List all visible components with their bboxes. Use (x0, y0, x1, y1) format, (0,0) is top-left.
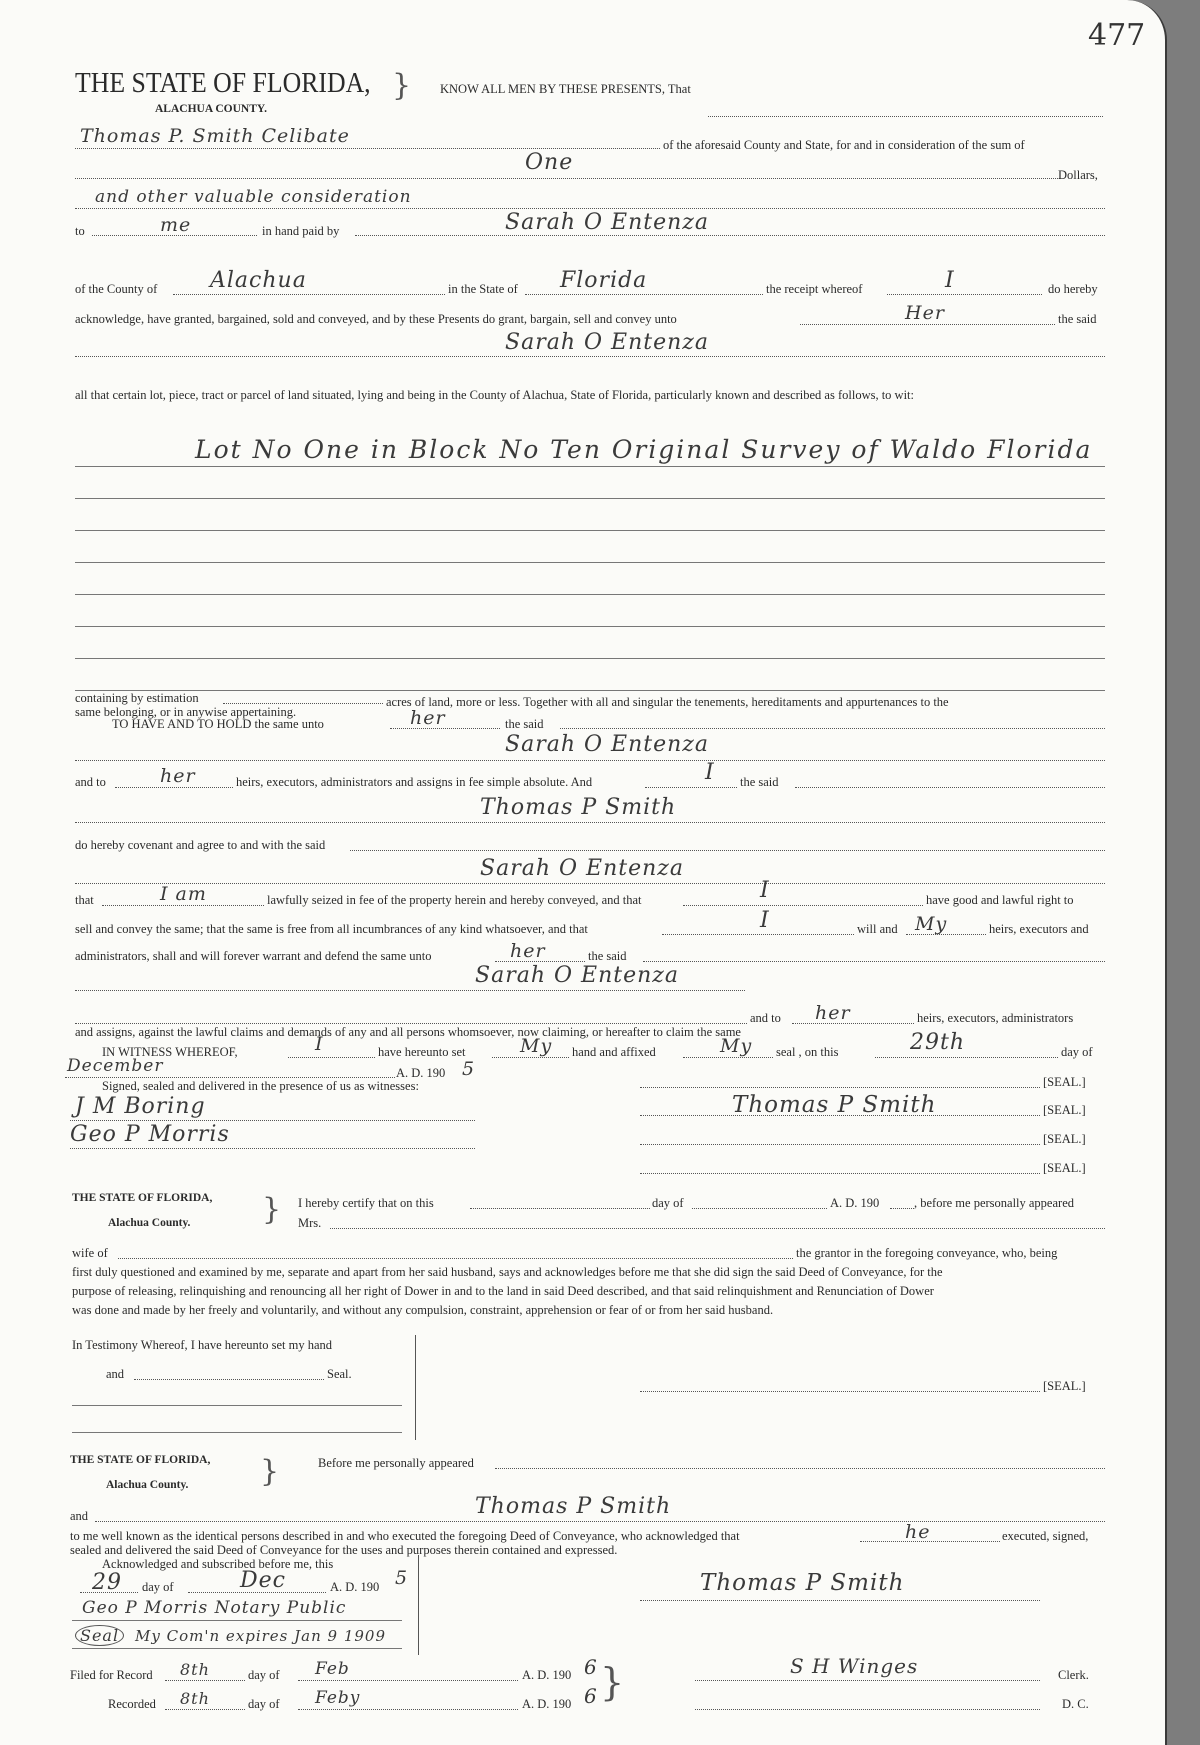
rec-day-hw: 8th (180, 1689, 210, 1708)
receipt-whereof: the receipt whereof (766, 282, 863, 296)
header-brace: } (392, 68, 412, 103)
county-of-text: of the County of (75, 282, 158, 296)
ack-signature-hw: Thomas P Smith (700, 1570, 905, 1596)
rec-year-hw: 6 (584, 1684, 598, 1708)
receipt-hw: I (945, 268, 955, 293)
have-good: have good and lawful right to (926, 893, 1074, 907)
to-have-text: TO HAVE AND TO HOLD the same unto (112, 717, 324, 731)
lawfully-line: lawfully seized in fee of the property herein and hereby conveyed, and that (267, 893, 642, 907)
know-all-men: KNOW ALL MEN BY THESE PRESENTS, That (440, 82, 691, 96)
hand-affixed: hand and affixed (572, 1045, 656, 1059)
ack-brace: } (260, 1454, 280, 1489)
have-hereunto: have hereunto set (378, 1045, 466, 1059)
grantor2-hw: Thomas P Smith (480, 795, 677, 820)
heirs-exec: heirs, executors and (989, 922, 1089, 936)
and-to-text: and to (75, 775, 106, 789)
the-said-2: the said (505, 717, 544, 731)
description-hw: Lot No One in Block No Ten Original Survey of Waldo Florida (195, 435, 1093, 464)
seal-2: [SEAL.] (1043, 1103, 1086, 1117)
witness1-hw: J M Boring (75, 1094, 206, 1119)
dower-before-me: , before me personally appeared (914, 1196, 1074, 1210)
state-of-text: in the State of (448, 282, 518, 296)
dower-county: Alachua County. (108, 1217, 191, 1229)
dc-text: D. C. (1062, 1697, 1089, 1711)
other-consideration-hw: and other valuable consideration (95, 187, 412, 207)
ack-executed: executed, signed, (1002, 1529, 1089, 1543)
will-and: will and (857, 922, 898, 936)
do-hereby: do hereby (1048, 282, 1098, 296)
dower-para1: first duly questioned and examined by me, separate and apart from her said husband, says and acknowledges before me that she did sign the said Deed of Conveyance, for the (72, 1265, 943, 1279)
dower-certify: I hereby certify that on this (298, 1196, 434, 1210)
header-state: THE STATE OF FLORIDA, (75, 68, 371, 99)
the-said-4: the said (588, 949, 627, 963)
dower-day-of: day of (652, 1196, 684, 1210)
seal-1: [SEAL.] (1043, 1075, 1086, 1089)
dower-ad: A. D. 190 (830, 1196, 880, 1210)
notary-hw: Geo P Morris Notary Public (82, 1598, 347, 1618)
rec-ad: A. D. 190 (522, 1697, 572, 1711)
same-belonging: same belonging, or in anywise appertaining. (75, 705, 297, 719)
grantee4-hw: Sarah O Entenza (480, 856, 684, 881)
to-have-hw: her (410, 707, 446, 729)
rec-month-hw: Feby (315, 1688, 361, 1708)
ack-state: THE STATE OF FLORIDA, (70, 1454, 211, 1466)
ack-day-of: day of (142, 1580, 174, 1594)
ad-text: A. D. 190 (396, 1066, 446, 1080)
filed-day-of: day of (248, 1668, 280, 1682)
to-hw: me (160, 214, 192, 236)
acknowledge-line: acknowledge, have granted, bargained, sold and conveyed, and by these Presents do grant, bargain, sell and convey unto (75, 312, 677, 326)
that-hw: I am (160, 883, 207, 905)
seal-on-this: seal , on this (776, 1045, 839, 1059)
ack-hw: he (905, 1521, 931, 1543)
ack-subscribed: Acknowledged and subscribed before me, this (102, 1557, 334, 1571)
dower-grantor-line: the grantor in the foregoing conveyance, who, being (796, 1246, 1058, 1260)
commission-hw: My Com'n expires Jan 9 1909 (135, 1627, 387, 1645)
grantor-hw: Thomas P. Smith Celibate (80, 125, 350, 147)
signed-sealed: Signed, sealed and delivered in the presence of us as witnesses: (102, 1079, 419, 1093)
heirs-line: heirs, executors, administrators and assigns in fee simple absolute. And (236, 775, 593, 789)
dower-and: and (106, 1367, 125, 1381)
dower-brace: } (262, 1192, 282, 1227)
grantee-hw: Sarah O Entenza (505, 210, 709, 235)
witness-hw: I (315, 1033, 324, 1055)
all-that-line: all that certain lot, piece, tract or parcel of land situated, lying and being in the County of Alachua, State of Florida, particularly known and described as follows, to wit: (75, 388, 915, 402)
sell-hw: I (760, 908, 770, 933)
recorded-text: Recorded (108, 1697, 156, 1711)
seal-3: [SEAL.] (1043, 1132, 1086, 1146)
admin-hw: her (510, 940, 546, 962)
grantee2-hw: Sarah O Entenza (505, 330, 709, 355)
covenant-line: do hereby covenant and agree to and with the said (75, 838, 326, 852)
ack-name-hw: Thomas P Smith (475, 1494, 672, 1519)
ack-ad: A. D. 190 (330, 1580, 380, 1594)
that-text: that (75, 893, 94, 907)
and-to-hw: her (160, 765, 196, 787)
state-hw: Florida (560, 268, 648, 293)
dower-seal: [SEAL.] (1043, 1379, 1086, 1393)
witness2-hw: Geo P Morris (70, 1122, 230, 1147)
dower-para3: was done and made by her freely and voluntarily, and without any compulsion, constraint, apprehension or fear of or from her said husband. (72, 1303, 774, 1317)
grantor-signature-hw: Thomas P Smith (732, 1092, 937, 1118)
containing-text: containing by estimation (75, 691, 199, 705)
filed-ad: A. D. 190 (522, 1668, 572, 1682)
sum-hw: One (525, 150, 574, 175)
and-to2-hw: her (815, 1002, 851, 1024)
to-text: to (75, 224, 85, 238)
in-hand-paid: in hand paid by (262, 224, 340, 238)
notary-seal-hw: Seal (75, 1625, 124, 1646)
the-said-3: the said (740, 775, 779, 789)
ack-and: and (70, 1509, 89, 1523)
witness-line: IN WITNESS WHEREOF, (102, 1045, 238, 1059)
dower-testimony: In Testimony Whereof, I have hereunto set my hand (72, 1338, 333, 1352)
will-hw: My (915, 913, 948, 935)
clerk-hw: S H Winges (790, 1654, 919, 1678)
aforesaid-text: of the aforesaid County and State, for and in consideration of the sum of (663, 138, 1025, 152)
and-to-2: and to (750, 1011, 781, 1025)
day-hw: 29th (910, 1030, 966, 1055)
unto-hw: Her (905, 302, 945, 324)
affixed-hw: My (720, 1035, 753, 1057)
sell-line: sell and convey the same; that the same is free from all incumbrances of any kind whatsoever, and that (75, 922, 588, 936)
day-of-text: day of (1061, 1045, 1093, 1059)
ack-county: Alachua County. (106, 1479, 189, 1491)
dower-para2: purpose of releasing, relinquishing and renouncing all her right of Dower in and to the land in said Deed described, and that said relinquishment and Renunciation of Dower (72, 1284, 934, 1298)
county-hw: Alachua (210, 268, 307, 293)
grantee5-hw: Sarah O Entenza (475, 963, 679, 988)
filed-day-hw: 8th (180, 1660, 210, 1679)
administrators-line: administrators, shall and will forever warrant and defend the same unto (75, 949, 432, 963)
filed-text: Filed for Record (70, 1668, 153, 1682)
month-hw: December (67, 1056, 164, 1076)
dower-state: THE STATE OF FLORIDA, (72, 1192, 213, 1204)
assigns-line: and assigns, against the lawful claims and demands of any and all persons whomsoever, now claiming, or hereafter to claim the same (75, 1025, 741, 1039)
heirs-exec-2: heirs, executors, administrators (917, 1011, 1074, 1025)
ack-year-hw: 5 (395, 1567, 409, 1589)
dower-wife-of: wife of (72, 1246, 108, 1260)
seal-4: [SEAL.] (1043, 1161, 1086, 1175)
ack-line2: sealed and delivered the said Deed of Conveyance for the uses and purposes therein contained and expressed. (70, 1543, 618, 1557)
grantee3-hw: Sarah O Entenza (505, 732, 709, 757)
dower-seal-word: Seal. (327, 1367, 352, 1381)
ack-day-hw: 29 (92, 1570, 122, 1595)
ack-month-hw: Dec (240, 1568, 286, 1593)
acres-line: acres of land, more or less. Together with all and singular the tenements, hereditaments and appurtenances to the (386, 695, 949, 709)
filed-month-hw: Feb (315, 1659, 350, 1679)
year-hw: 5 (462, 1058, 476, 1080)
rec-day-of: day of (248, 1697, 280, 1711)
clerk-text: Clerk. (1058, 1668, 1089, 1682)
and-hw: I (705, 760, 715, 785)
filed-brace: } (600, 1660, 625, 1704)
page-number: 477 (1088, 18, 1146, 53)
lawfully-hw: I (760, 878, 770, 903)
the-said-1: the said (1058, 312, 1097, 326)
header-county: ALACHUA COUNTY. (155, 103, 268, 115)
set-hw: My (520, 1035, 553, 1057)
filed-year-hw: 6 (584, 1655, 598, 1679)
dollars-text: Dollars, (1058, 168, 1098, 182)
dower-mrs: Mrs. (298, 1216, 322, 1230)
ack-line1: to me well known as the identical persons described in and who executed the foregoing Deed of Conveyance, who acknowledged that (70, 1529, 740, 1543)
ack-before-me: Before me personally appeared (318, 1456, 474, 1470)
